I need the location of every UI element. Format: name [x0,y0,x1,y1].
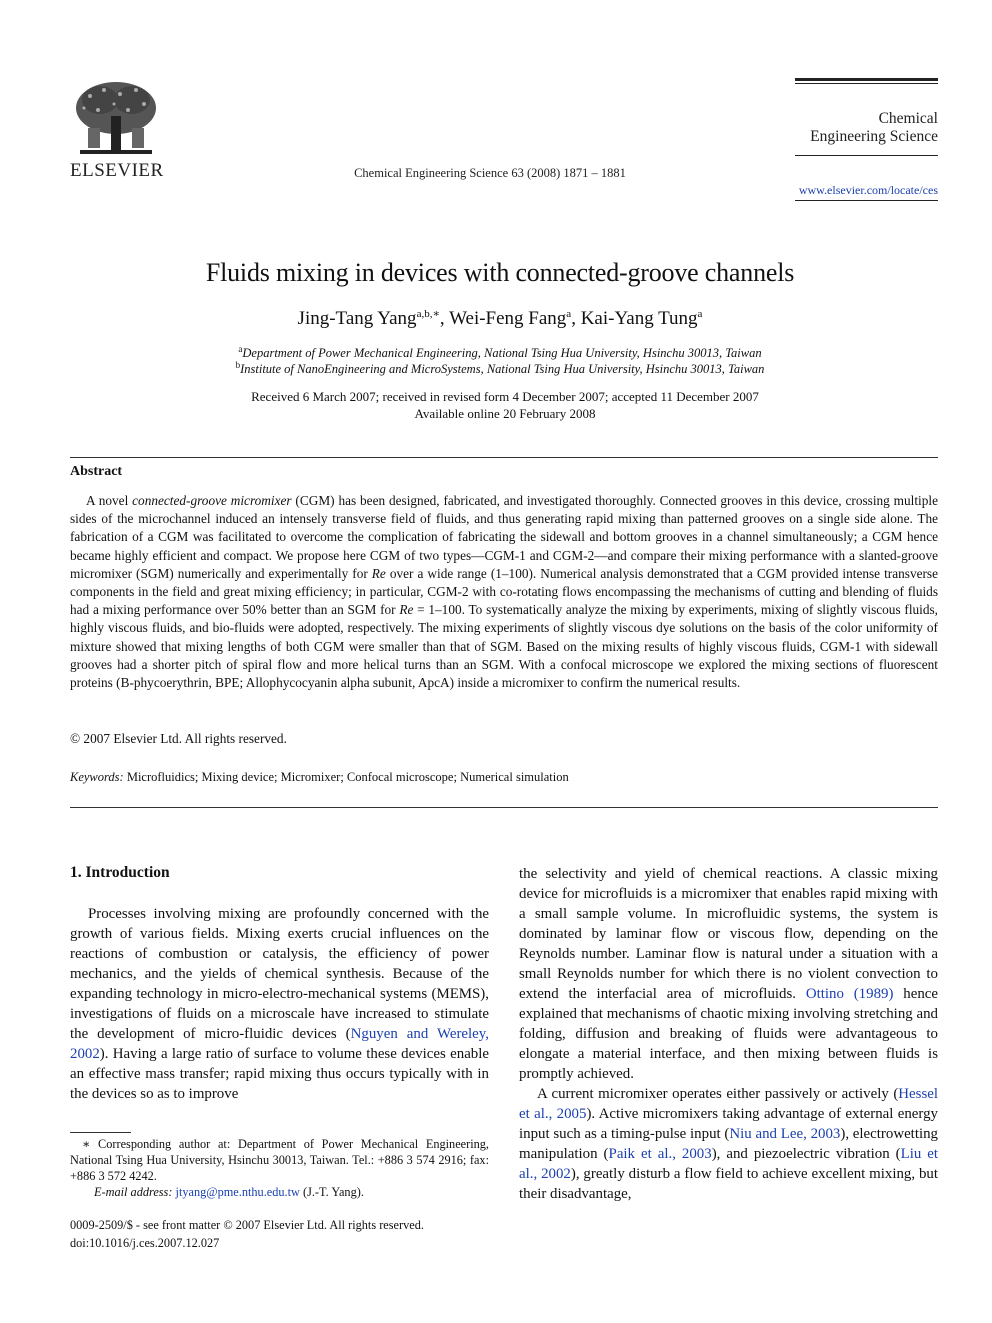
paragraph [519,1084,938,1204]
reference-link[interactable]: Paik et al., 2003 [608,1146,712,1162]
affiliation-text: Department of Power Mechanical Engineering, National Tsing Hua University, Hsinchu 30013, Taiwan [242,346,762,360]
reference-link[interactable]: Niu and Lee, 2003 [729,1126,841,1142]
body-text: hence explained that mechanisms of chaotic mixing involving stretching and folding, diffusion and breaking of fluids were advantageous to elongate a material interface, and then mixing between fluids is promptly achieved. [519,986,938,1082]
journal-url-link[interactable]: www.elsevier.com/locate/ces [798,183,938,197]
abstract-text: = 1–100. To systematically analyze the mixing by experiments, mixing of slightly viscous fluids, highly viscous fluids, and bio-fluids were adopted, respectively. The mixing experiments of slightly viscous dye solutions on the basis of the color uniformity of mixture showed that mixing lengths of both CGM were smaller than that of SGM. Based on the mixing results of highly viscous fluids, CGM-1 with sidewall grooves had a shorter pitch of spiral flow and more helical turns than an SGM. With a confocal microscope we explored the mixing sections of fluorescent proteins (B-phycoerythrin, BPE; Allophycocyanin alpha subunit, ApcA) inside a micromixer to confirm the numerical results. [70,602,938,691]
doi-line: doi:10.1016/j.ces.2007.12.027 [70,1236,220,1250]
keywords-list: Microfluidics; Mixing device; Micromixer; Confocal microscope; Numerical simulation [126,770,569,784]
article-title: Fluids mixing in devices with connected-groove channels [205,258,795,287]
author-name[interactable]: Jing-Tang Yang [297,308,417,329]
issn-line: 0009-2509/$ - see front matter © 2007 Elsevier Ltd. All rights reserved. [70,1218,424,1232]
author-list [0,307,992,330]
affiliation-label: b [235,360,241,370]
email-line [94,1185,364,1200]
reference-link[interactable]: Hessel et al., 2005 [519,1086,938,1122]
body-text: A current micromixer operates either passively or actively ( [537,1086,899,1102]
journal-rule-mid [795,155,938,156]
reference-link[interactable]: Nguyen and Wereley, 2002 [70,1026,489,1062]
keywords [70,770,569,785]
abstract-heading: Abstract [70,464,123,479]
author-name[interactable]: Kai-Yang Tung [580,308,698,329]
intro-left-column [70,904,489,1104]
reference-link[interactable]: Liu et al., 2002 [519,1146,939,1182]
author-affil-marks: a [566,308,572,320]
journal-title-line2: Engineering Science [810,128,938,145]
intro-right-column [519,864,938,1204]
body-text: ), electrowetting manipulation ( [519,1126,938,1162]
affiliation-text: Institute of NanoEngineering and MicroSystems, National Tsing Hua University, Hsinchu 30013, Taiwan [240,362,765,376]
abstract-body [70,492,938,692]
footnote-text: ∗ Corresponding author at: Department of Power Mechanical Engineering, National Tsing Hua University, Hsinchu 30013, Taiwan. Tel.: +886 3 574 2916; fax: +886 3 572 4242. [70,1137,489,1183]
author-affil-marks: a [697,308,703,320]
body-text: ). Active micromixers taking advantage of external energy input such as a timing-pulse input ( [519,1106,938,1142]
affiliation-b [0,360,992,377]
author-name[interactable]: Wei-Feng Fang [449,308,567,329]
journal-title-line1: Chemical [878,110,938,127]
abstract-rule-top [70,457,938,458]
journal-rule-top-thin [795,83,938,84]
affiliation-a [0,344,992,361]
abstract-copyright: © 2007 Elsevier Ltd. All rights reserved. [70,731,287,746]
author-affil-marks[interactable]: a,b,∗ [416,308,440,320]
affiliation-label: a [238,344,243,354]
email-suffix: (J.-T. Yang). [299,1185,364,1199]
body-text: the selectivity and yield of chemical reactions. A classic mixing device for microfluids is a micromixer that enables rapid mixing with a small sample volume. In microfluidic systems, the system is dominated by laminar flow or viscous flow, depending on the Reynolds number. Laminar flow is natural under a situation with a small Reynolds number for which there is no violent convection to extend the interfacial area of microfluids. [519,866,938,1002]
available-online-date: Available online 20 February 2008 [414,406,596,421]
publisher-name: ELSEVIER [70,160,164,181]
abstract-text: A novel [86,493,133,508]
journal-title [795,110,938,146]
keywords-label: Keywords: [70,770,124,784]
body-text: Processes involving mixing are profoundly concerned with the growth of various fields. Mixing exerts crucial influences on the reactions of combustion or catalysis, the efficiency of power mechanics, and the yields of chemical synthesis. Because of the expanding technology in micro-electro-mechanical systems (MEMS), investigations of fluids on a microscale have increased to stimulate the development of micro-fluidic devices ( [70,906,489,1042]
abstract-text: (CGM) has been designed, fabricated, and investigated thoroughly. Connected grooves in this device, crossing multiple sides of the microchannel induced an intensely transverse field of fluids, and thus generating rapid mixing than patterned grooves on a single side alone. The fabrication of a CGM was facilitated to overcome the complication of fabricating the sidewall and bottom grooves in a channel simultaneously; a CGM hence became highly efficient and compact. We propose here CGM of two types—CGM-1 and CGM-2—and compare their mixing performance with a slanted-groove micromixer (SGM) numerically and experimentally for [70,493,938,581]
reference-link[interactable]: Ottino (1989) [805,986,894,1002]
email-label: E-mail address: [94,1185,173,1199]
author-separator: , [439,308,450,329]
abstract-italic: Re [399,602,414,618]
body-text: ), greatly disturb a flow field to achieve excellent mixing, but their disadvantage, [519,1166,938,1202]
email-link[interactable]: jtyang@pme.nthu.edu.tw [175,1185,300,1199]
author-separator: , [571,308,581,329]
footnote-rule [70,1132,131,1133]
body-text: ), and piezoelectric vibration ( [711,1146,901,1162]
section-heading-introduction: 1. Introduction [70,864,170,881]
journal-rule-bottom [795,200,938,201]
abstract-text: over a wide range (1–100). Numerical analysis demonstrated that a CGM provided intense transverse components in the field and great mixing efficiency; in particular, CGM-2 with co-rotating flows encompassing the mechanisms of cutting and blending of fluids had a mixing performance over 50% better than an SGM for [70,565,939,618]
paragraph [519,864,938,1084]
abstract-italic: connected-groove micromixer [132,493,292,508]
abstract-rule-bottom [70,807,938,808]
received-dates: Received 6 March 2007; received in revised form 4 December 2007; accepted 11 December 2007 [251,389,759,404]
journal-citation: Chemical Engineering Science 63 (2008) 1871 – 1881 [354,166,626,180]
corresponding-author-footnote [70,1136,489,1184]
journal-rule-top [795,78,938,81]
body-text: ). Having a large ratio of surface to volume these devices enable an effective mass transfer; rapid mixing thus occurs typically with in the devices so as to improve [70,1046,489,1102]
abstract-italic: Re [371,565,386,581]
